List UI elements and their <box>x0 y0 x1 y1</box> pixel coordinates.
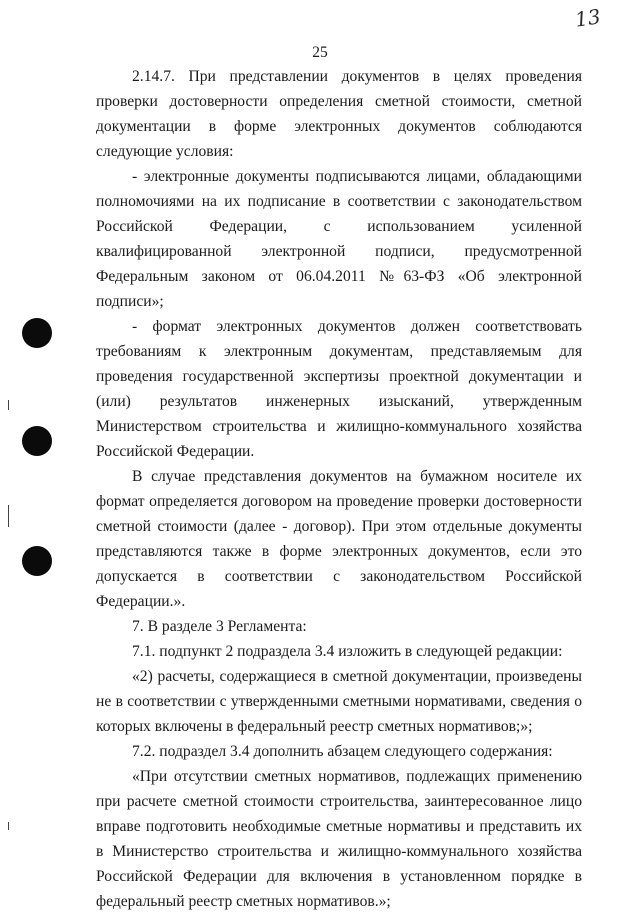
paragraph-2-14-7: 2.14.7. При представлении документов в целях проведения проверки достоверности определения сметной стоимости, сметной документации в форме электронных документов соблюдаются следующие условия: <box>96 68 582 160</box>
paragraph-format-condition: - формат электронных документов должен соответствовать требованиям к электронным документам, представляемым для проведения государственной экспертизы проектной документации и (или) результатов инженерных изысканий, утвержденным Министерством строительства и жилищно-коммунального хозяйства Российской Федерации. <box>96 318 582 460</box>
paragraph-paper-documents: В случае представления документов на бумажном носителе их формат определяется договором на проведение проверки достоверности сметной стоимости (далее - договор). При этом отдельные документы представляются также в форме электронных документов, если это допускается в соответствии с законодательством Российской Федерации.». <box>96 468 582 610</box>
paragraph-7-1: 7.1. подпункт 2 подраздела 3.4 изложить в следующей редакции: <box>132 643 563 660</box>
binding-mark <box>8 505 9 527</box>
handwritten-folio-number: 13 <box>573 4 602 32</box>
binding-mark <box>8 400 9 410</box>
punch-hole <box>22 318 52 348</box>
body-text <box>96 64 582 914</box>
punch-hole <box>22 426 52 456</box>
paragraph-quoted-absence: «При отсутствии сметных нормативов, подлежащих применению при расчете сметной стоимости строительства, заинтересованное лицо вправе подготовить необходимые сметные нормативы и представить их в Министерство строительства и жилищно-коммунального хозяйства Российской Федерации для включения в установленном порядке в федеральный реестр сметных нормативов.»; <box>96 768 582 910</box>
paragraph-signature-condition: - электронные документы подписываются лицами, обладающими полномочиями на их подписание в соответствии с законодательством Российской Федерации, с использованием усиленной квалифицированной электронной подписи, предусмотренной Федеральным законом от 06.04.2011 №63-ФЗ «Об электронной подписи»; <box>96 168 582 310</box>
binding-mark <box>8 822 9 830</box>
page-number: 25 <box>312 44 328 61</box>
paragraph-section-7: 7. В разделе 3 Регламента: <box>132 618 307 635</box>
paragraph-quoted-item-2: «2) расчеты, содержащиеся в сметной документации, произведены не в соответствии с утвержденными сметными нормативами, сведения о которых включены в федеральный реестр сметных нормативов;»; <box>96 668 582 735</box>
punch-hole <box>22 546 52 576</box>
paragraph-7-2: 7.2. подраздел 3.4 дополнить абзацем следующего содержания: <box>132 743 553 760</box>
